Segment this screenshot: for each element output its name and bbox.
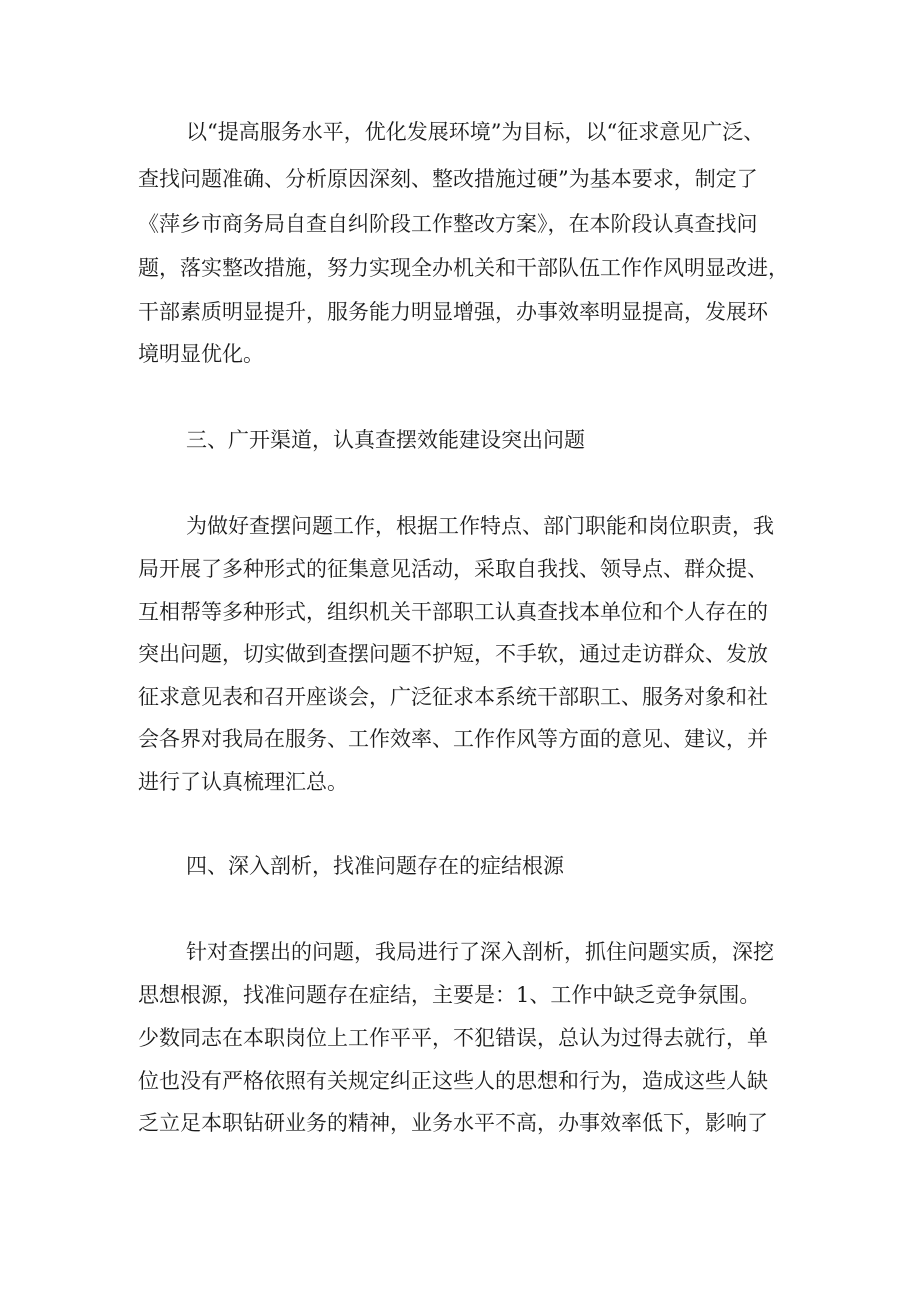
- paragraph-line: 突出问题，切实做到查摆问题不护短，不手软，通过走访群众、发放: [138, 642, 768, 666]
- paragraph-line: 位也没有严格依照有关规定纠正这些人的思想和行为，造成这些人缺: [138, 1069, 768, 1093]
- paragraph-line: 征求意见表和召开座谈会，广泛征求本系统干部职工、服务对象和社: [138, 685, 768, 709]
- paragraph-line: 会各界对我局在服务、工作效率、工作作风等方面的意见、建议，并: [138, 727, 768, 751]
- paragraph-line: 查找问题准确、分析原因深刻、整改措施过硬”为基本要求，制定了: [138, 167, 758, 191]
- paragraph-line: 《萍乡市商务局自查自纠阶段工作整改方案》，在本阶段认真查找问: [138, 212, 758, 236]
- paragraph-line: 少数同志在本职岗位上工作平平，不犯错误，总认为过得去就行，单: [138, 1026, 768, 1050]
- paragraph-line: 乏立足本职钻研业务的精神，业务水平不高，办事效率低下，影响了: [138, 1111, 768, 1135]
- section-heading-4: 四、深入剖析，找准问题存在的症结根源: [186, 854, 564, 878]
- paragraph-line: 针对查摆出的问题，我局进行了深入剖析，抓住问题实质，深挖: [186, 940, 774, 964]
- paragraph-line: 以“提高服务水平，优化发展环境”为目标，以“征求意见广泛、: [186, 120, 765, 144]
- paragraph-line: 为做好查摆问题工作，根据工作特点、部门职能和岗位职责，我: [186, 514, 774, 538]
- paragraph-line: 局开展了多种形式的征集意见活动，采取自我找、领导点、群众提、: [138, 557, 768, 581]
- paragraph-line: 干部素质明显提升，服务能力明显增强，办事效率明显提高，发展环: [138, 300, 768, 324]
- paragraph-line: 互相帮等多种形式，组织机关干部职工认真查找本单位和个人存在的: [138, 600, 768, 624]
- paragraph-line: 思想根源，找准问题存在症结，主要是：1、工作中缺乏竞争氛围。: [138, 983, 761, 1007]
- paragraph-line: 进行了认真梳理汇总。: [138, 770, 348, 794]
- section-heading-3: 三、广开渠道，认真查摆效能建设突出问题: [186, 428, 585, 452]
- paragraph-line: 境明显优化。: [138, 342, 264, 366]
- paragraph-line: 题，落实整改措施，努力实现全办机关和干部队伍工作作风明显改进，: [138, 256, 789, 280]
